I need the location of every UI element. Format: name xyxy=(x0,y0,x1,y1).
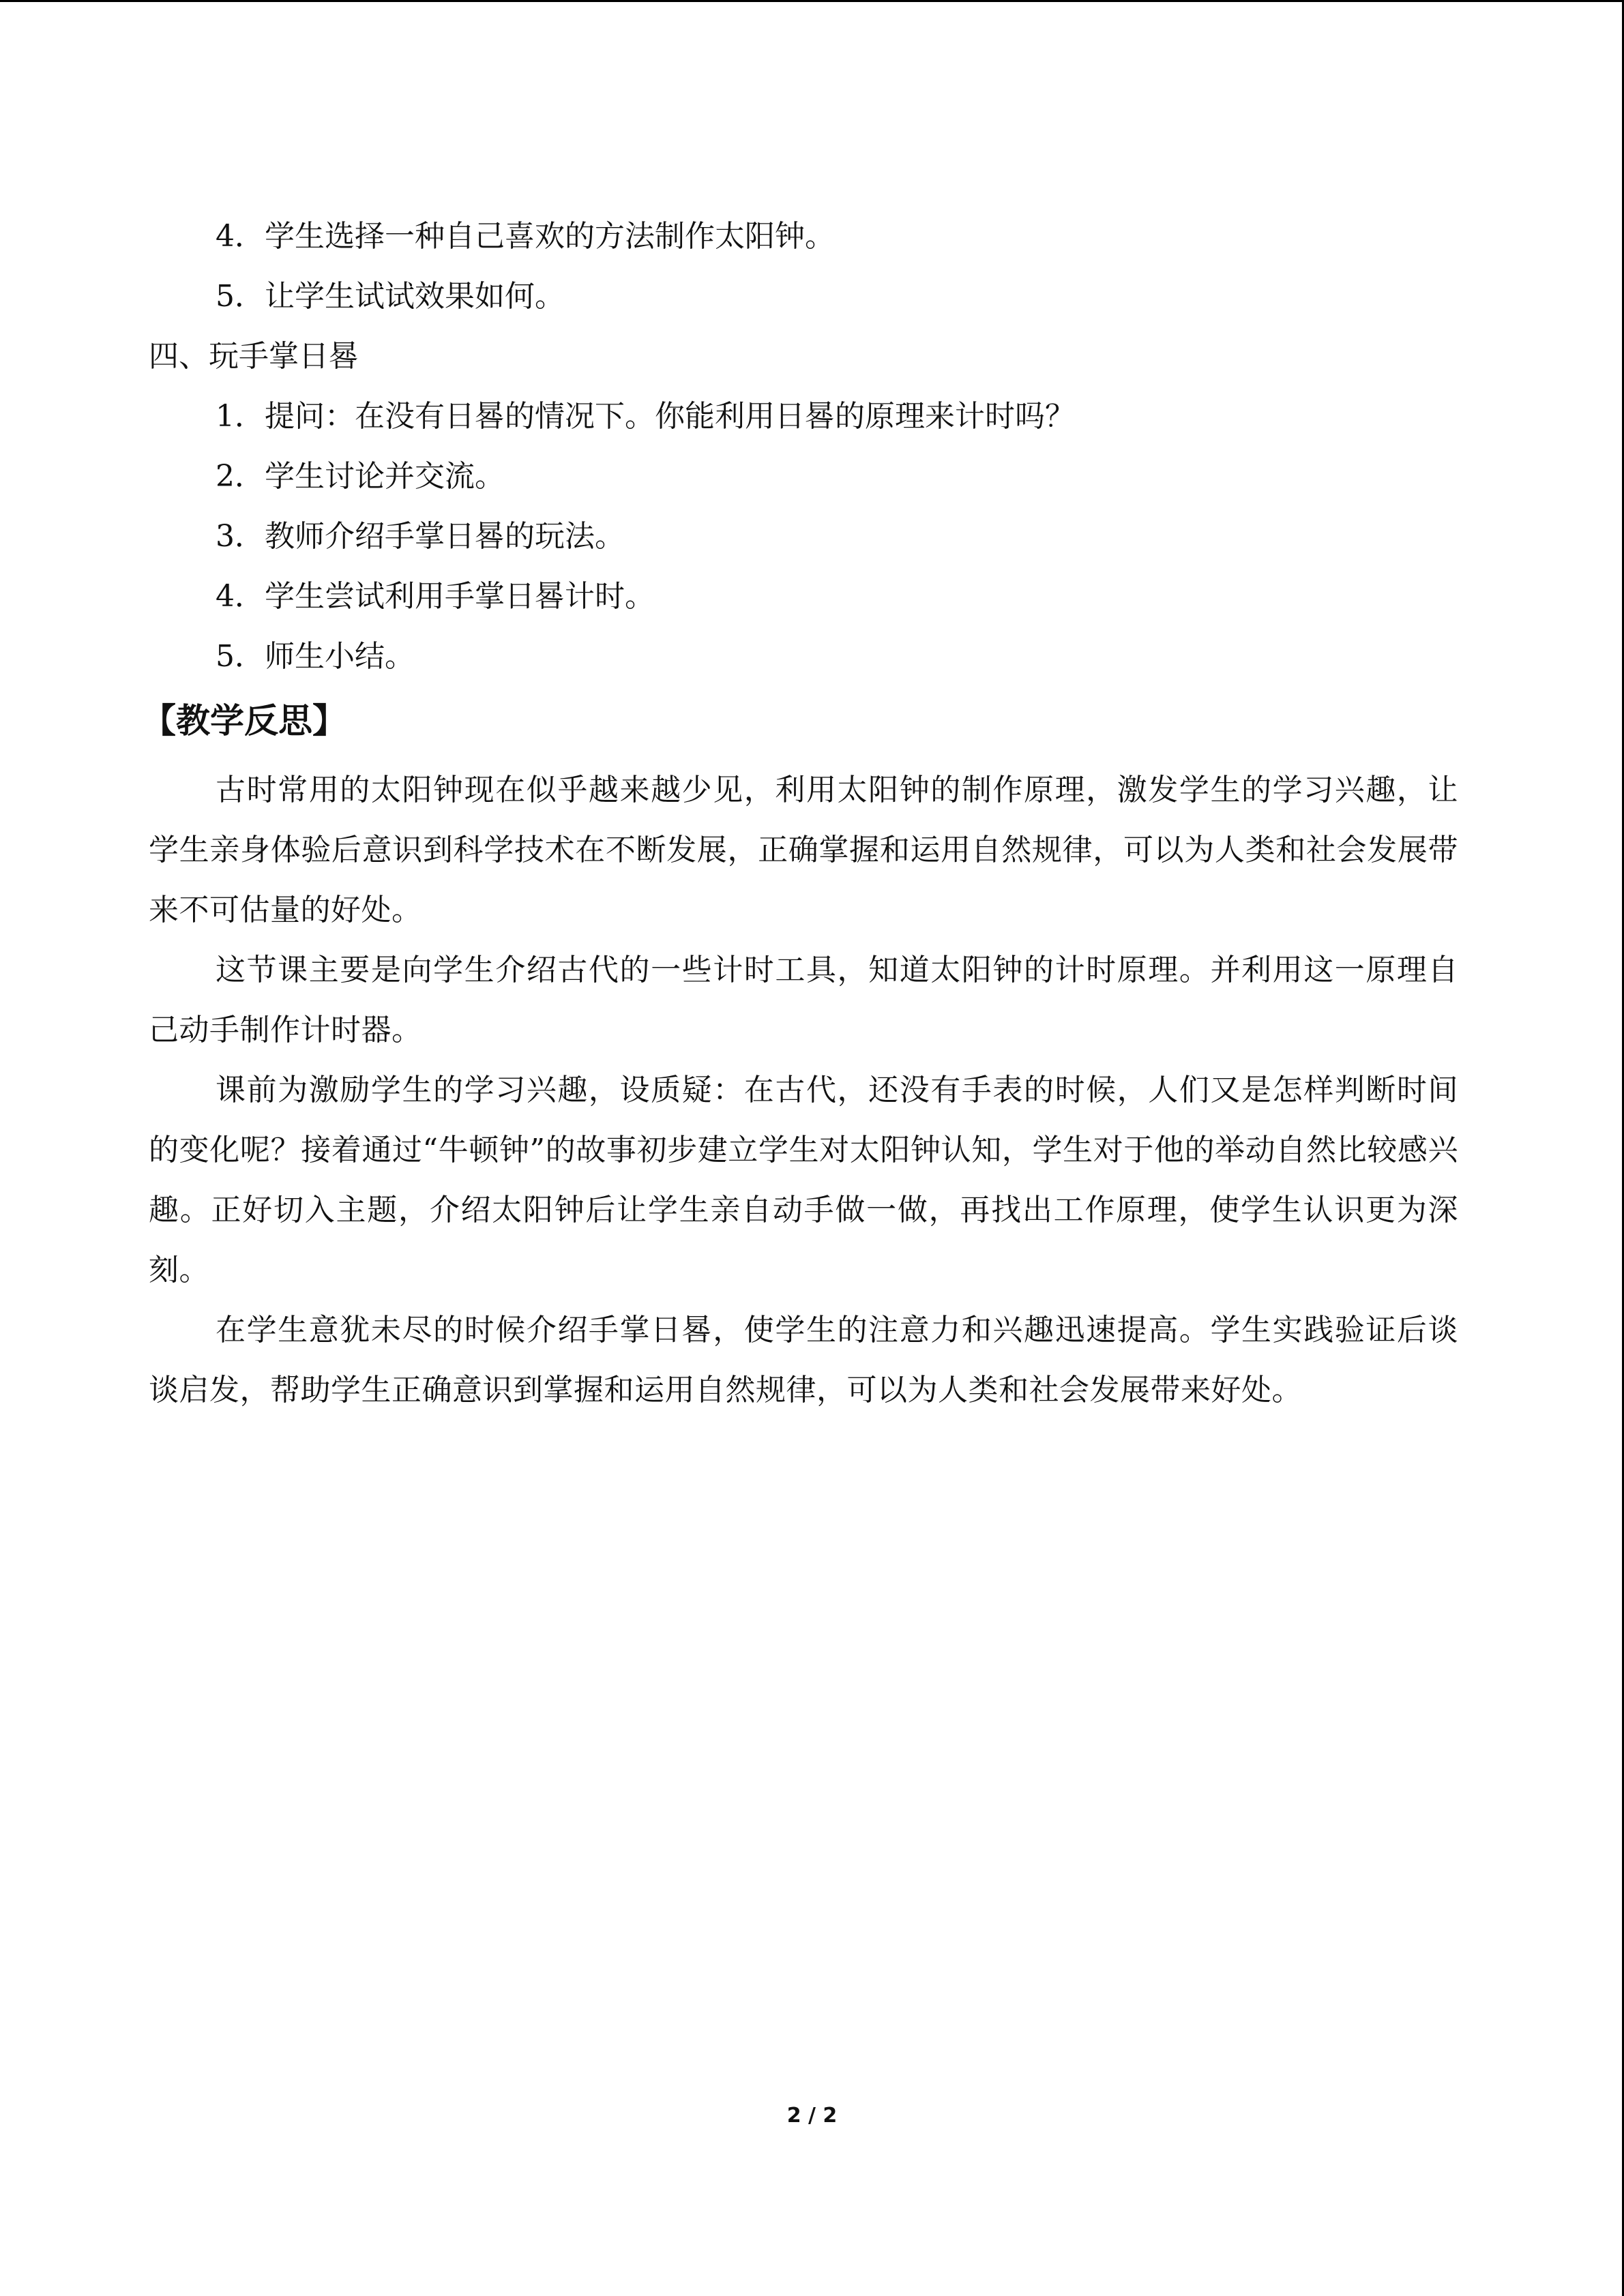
step-item: 5．让学生试试效果如何。 xyxy=(216,279,565,314)
reflection-paragraph: 古时常用的太阳钟现在似乎越来越少见，利用太阳钟的制作原理，激发学生的学习兴趣，让学生亲身体验后意识到科学技术在不断发展，正确掌握和运用自然规律，可以为人类和社会发展带来不可估量的好处。 xyxy=(149,773,1458,927)
step-item: 4．学生尝试利用手掌日晷计时。 xyxy=(216,579,655,614)
page-number: 2 / 2 xyxy=(786,2104,838,2128)
step-item: 2．学生讨论并交流。 xyxy=(216,459,505,494)
document-body xyxy=(142,207,1458,1420)
step-item: 3．教师介绍手掌日晷的玩法。 xyxy=(216,519,625,554)
reflection-paragraph: 课前为激励学生的学习兴趣，设质疑：在古代，还没有手表的时候，人们又是怎样判断时间的变化呢？接着通过“牛顿钟”的故事初步建立学生对太阳钟认知，学生对于他的举动自然比较感兴趣。正好切入主题，介绍太阳钟后让学生亲自动手做一做，再找出工作原理，使学生认识更为深刻。 xyxy=(149,1073,1458,1287)
reflection-paragraph: 在学生意犹未尽的时候介绍手掌日晷，使学生的注意力和兴趣迅速提高。学生实践验证后谈谈启发，帮助学生正确意识到掌握和运用自然规律，可以为人类和社会发展带来好处。 xyxy=(149,1313,1458,1407)
reflection-heading: 【教学反思】 xyxy=(142,701,346,741)
step-item: 5．师生小结。 xyxy=(216,639,415,674)
section-title: 四、玩手掌日晷 xyxy=(149,339,359,374)
step-item: 1．提问：在没有日晷的情况下。你能利用日晷的原理来计时吗？ xyxy=(216,399,1075,434)
step-item: 4．学生选择一种自己喜欢的方法制作太阳钟。 xyxy=(216,219,835,254)
reflection-paragraph: 这节课主要是向学生介绍古代的一些计时工具，知道太阳钟的计时原理。并利用这一原理自己动手制作计时器。 xyxy=(149,953,1458,1047)
